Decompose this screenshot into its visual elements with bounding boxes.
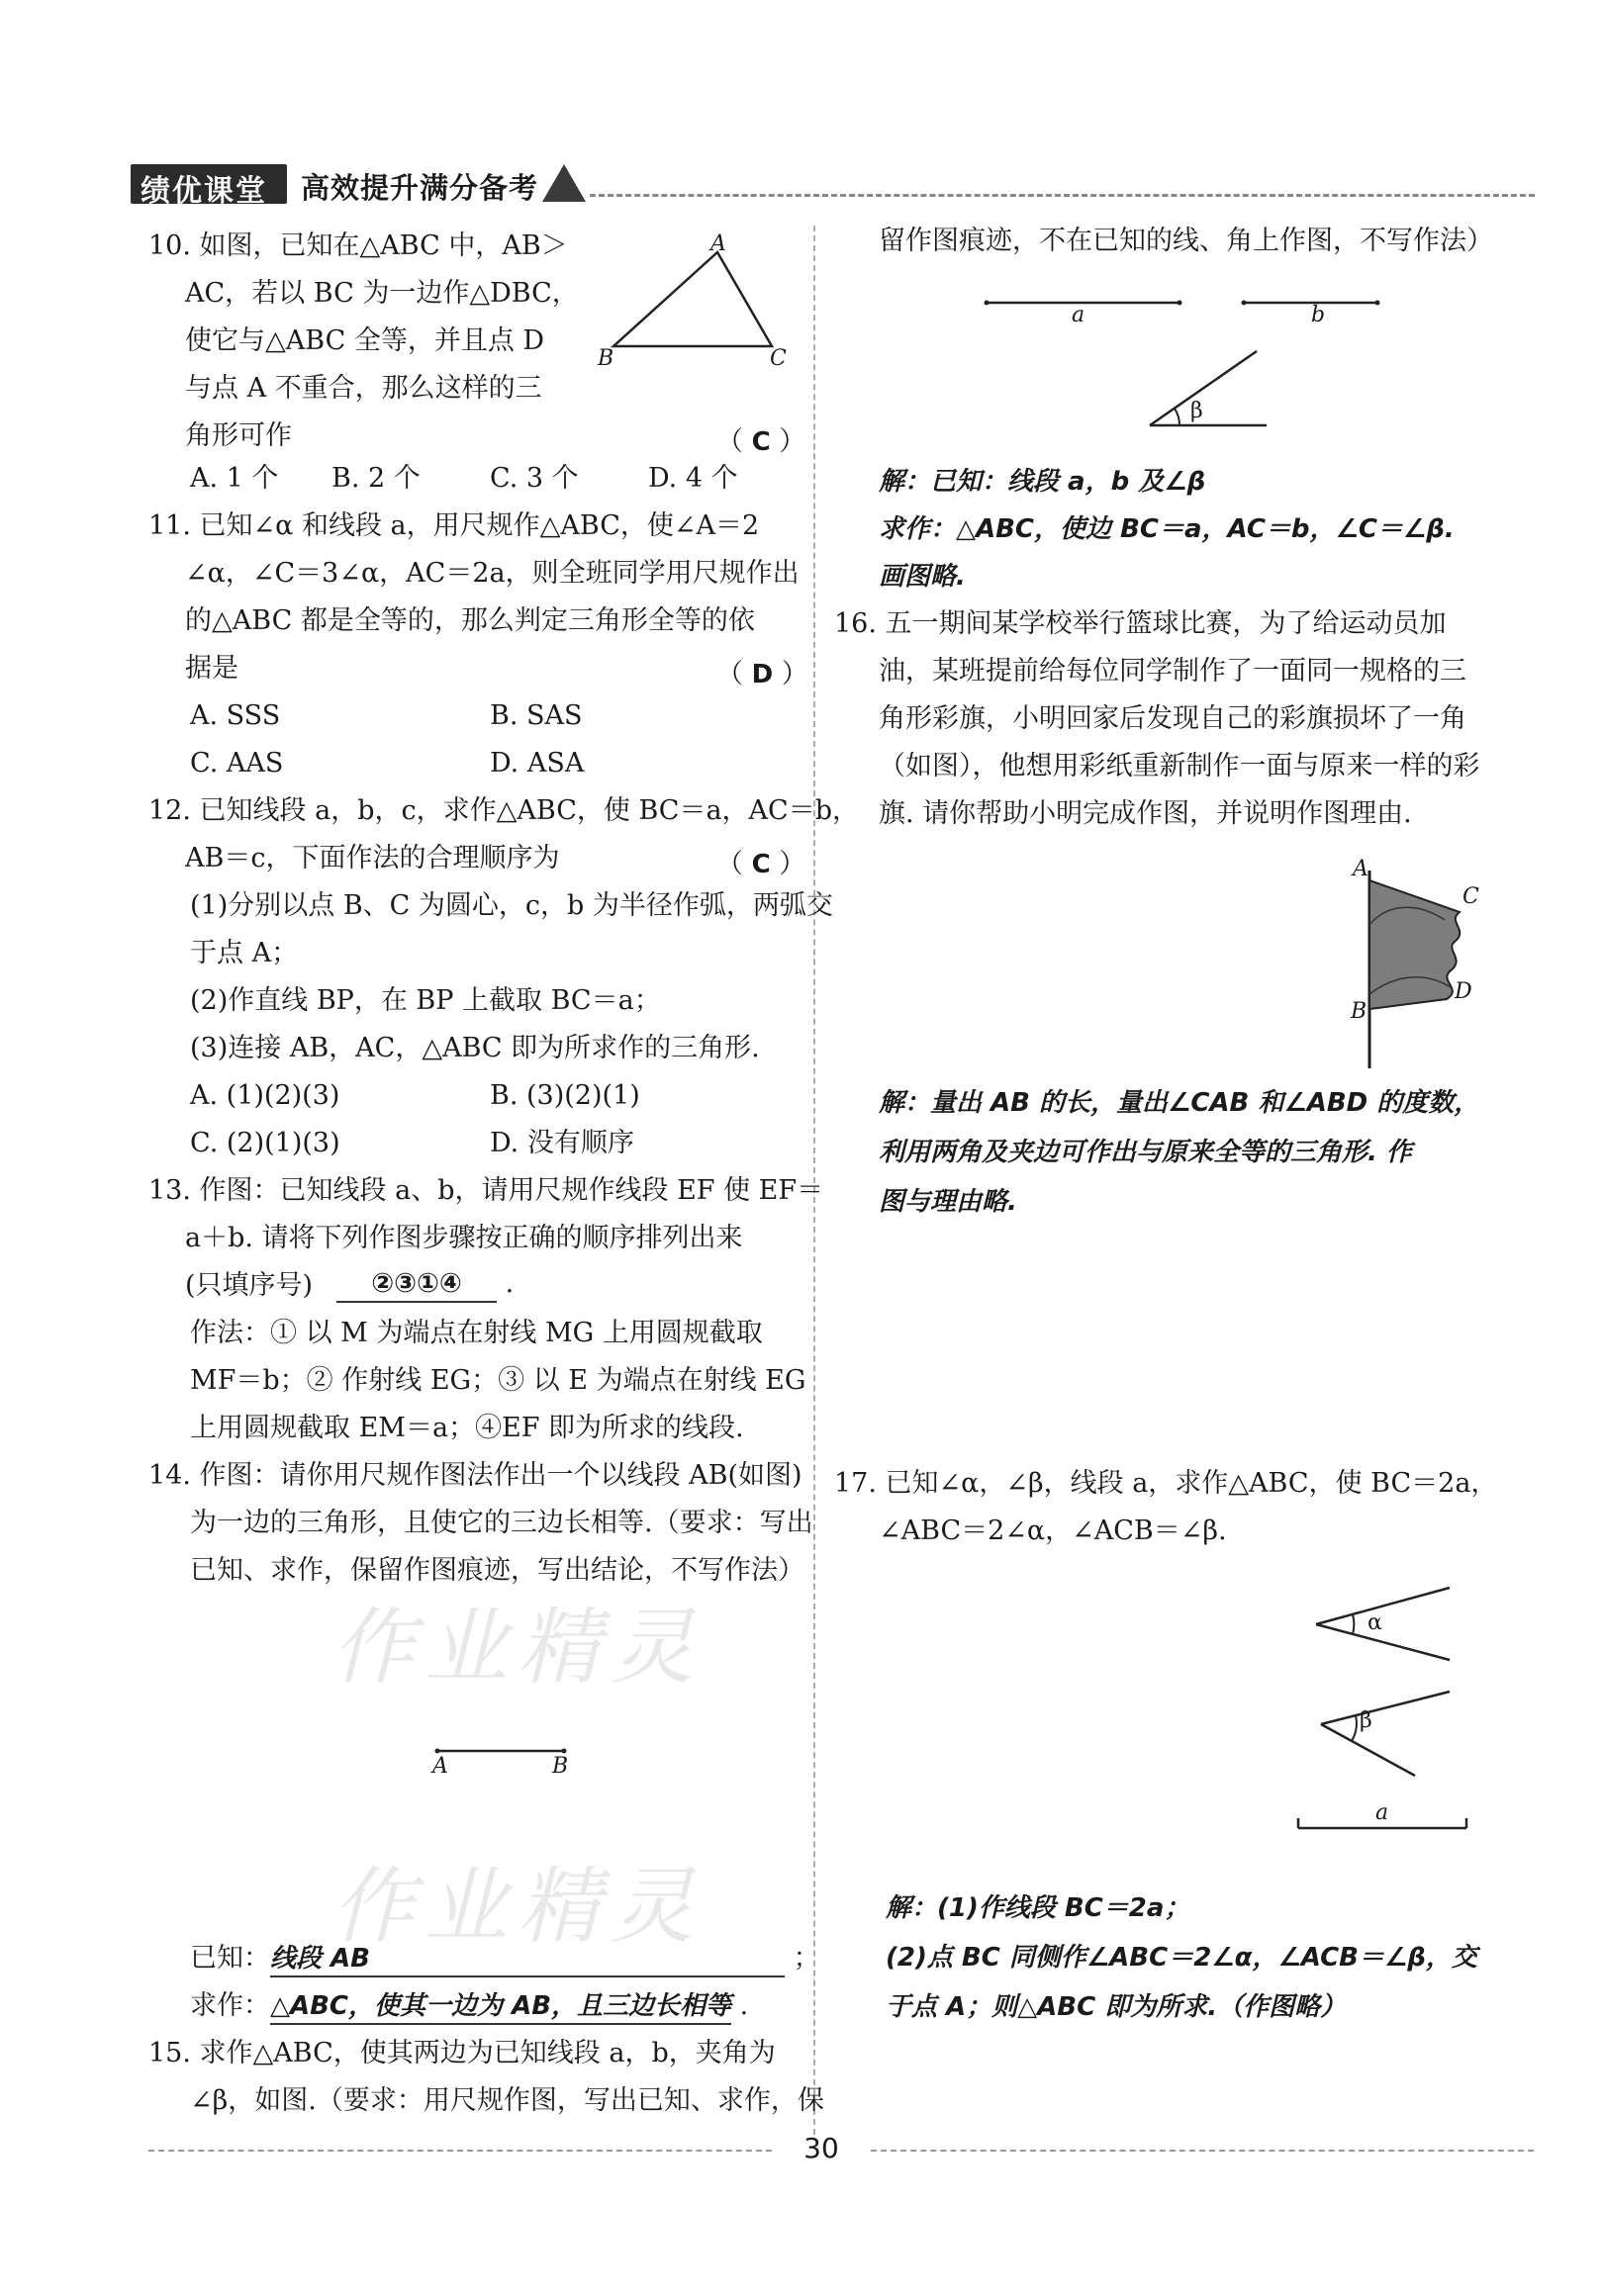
q13-line: (只填序号) [185,1270,314,1301]
q11-line: 据是 [185,653,238,684]
q11-line: 11. 已知∠α 和线段 a，用尺规作△ABC，使∠A＝2 [148,510,760,541]
q16-line: 16. 五一期间某学校举行篮球比赛，为了给运动员加 [834,608,1447,639]
q17-solution-line: 解：(1)作线段 BC＝2a； [886,1893,1190,1923]
q16-line: 旗. 请你帮助小明完成作图，并说明作图理由. [879,798,1412,829]
header-triangle-icon [542,164,586,202]
q10-answer: （ C ） [716,426,806,457]
q14-label-a: A [432,1754,448,1779]
q17-angle-beta-figure [1316,1687,1455,1781]
q12-answer: （ C ） [716,849,806,879]
q14-known: 已知：线段 AB ； [190,1942,820,1977]
q14-label-b: B [552,1754,569,1779]
q10-line: 与点 A 不重合，那么这样的三 [185,373,542,404]
q12-option-b: B. (3)(2)(1) [490,1080,640,1111]
q17-line: ∠ABC＝2∠α，∠ACB＝∠β. [879,1515,1227,1546]
q16-solution-line: 解：量出 AB 的长，量出∠CAB 和∠ABD 的度数， [879,1088,1480,1118]
q15-angle-beta-figure [1148,346,1276,430]
q15-solution-line: 解：已知：线段 a，b 及∠β [879,467,1206,497]
q16-label-b: B [1351,999,1367,1024]
q12-line: (3)连接 AB，AC，△ABC 即为所求作的三角形. [190,1033,760,1063]
q10-option-c: C. 3 个 [490,463,579,494]
q12-line: (2)作直线 BP，在 BP 上截取 BC＝a； [190,985,661,1016]
q11-option-d: D. ASA [490,748,585,779]
q14-line: 已知、求作，保留作图痕迹，写出结论，不写作法） [190,1555,804,1586]
header-brand: 绩优课堂 [141,174,267,209]
q13-step: 作法：① 以 M 为端点在射线 MG 上用圆规截取 [190,1318,763,1348]
q16-label-d: D [1455,979,1472,1004]
q16-label-a: A [1353,857,1368,881]
q14-find: 求作：△ABC，使其一边为 AB，且三边长相等 . [190,1989,748,2025]
q15-label-beta: β [1190,399,1203,423]
q17-label-beta: β [1360,1708,1372,1733]
q16-solution-line: 图与理由略. [879,1187,1017,1217]
watermark: 作业精灵 [331,1858,705,1955]
q10-triangle-figure [594,237,792,356]
q12-option-a: A. (1)(2)(3) [190,1080,340,1111]
q15-solution-line: 求作：△ABC，使边 BC＝a，AC＝b，∠C＝∠β. [879,514,1455,544]
q12-line: (1)分别以点 B、C 为圆心，c，b 为半径作弧，两弧交 [190,890,833,921]
header-slogan: 高效提升满分备考 [301,171,539,205]
page-number: 30 [803,2132,839,2164]
q16-line: （如图），他想用彩纸重新制作一面与原来一样的彩 [879,751,1480,781]
q12-line: 12. 已知线段 a，b，c，求作△ABC，使 BC＝a，AC＝b， [148,795,859,826]
q10-option-a: A. 1 个 [190,463,279,494]
q11-line: ∠α，∠C＝3∠α，AC＝2a，则全班同学用尺规作出 [185,558,800,589]
q13-line: 13. 作图：已知线段 a、b，请用尺规作线段 EF 使 EF＝ [148,1175,824,1206]
q11-option-a: A. SSS [190,700,281,731]
q16-solution-line: 利用两角及夹边可作出与原来全等的三角形. 作 [879,1138,1412,1167]
q15-line: 15. 求作△ABC，使其两边为已知线段 a，b，夹角为 [148,2038,776,2068]
q10-line: 10. 如图，已知在△ABC 中，AB＞ [148,230,568,261]
q11-option-b: B. SAS [490,700,583,731]
q11-option-c: C. AAS [190,748,284,779]
q15-label-b: b [1311,303,1326,327]
q16-line: 角形彩旗，小明回家后发现自己的彩旗损坏了一角 [879,703,1466,734]
q15-line: 留作图痕迹，不在已知的线、角上作图，不写作法） [879,226,1493,256]
q11-answer: （ D ） [716,659,808,689]
q12-line: 于点 A； [190,938,299,968]
watermark: 作业精灵 [331,1599,705,1696]
q17-solution-line: 于点 A；则△ABC 即为所求.（作图略） [886,1992,1347,2022]
q14-line: 为一边的三角形，且使它的三边长相等.（要求：写出 [190,1508,813,1538]
q10-line: 使它与△ABC 全等，并且点 D [185,325,545,356]
q10-label-c: C [770,346,787,371]
q15-solution-line: 画图略. [879,562,966,592]
q17-label-a: a [1375,1800,1389,1825]
q12-line: AB＝c，下面作法的合理顺序为 [185,843,560,873]
q10-line: 角形可作 [185,420,292,451]
q16-line: 油，某班提前给每位同学制作了一面同一规格的三 [879,656,1466,687]
q10-line: AC，若以 BC 为一边作△DBC， [185,278,579,309]
q10-label-a: A [710,231,726,256]
q13-step: 上用圆规截取 EM＝a；④EF 即为所求的线段. [190,1413,744,1443]
q13-line: a＋b. 请将下列作图步骤按正确的顺序排列出来 [185,1223,743,1253]
q17-solution-line: (2)点 BC 同侧作∠ABC＝2∠α，∠ACB＝∠β，交 [886,1943,1477,1973]
q12-option-d: D. 没有顺序 [490,1128,634,1158]
footer-divider [148,2150,772,2152]
footer-divider [871,2150,1534,2152]
q10-option-b: B. 2 个 [331,463,421,494]
q12-option-c: C. (2)(1)(3) [190,1128,340,1158]
header-divider [590,194,1535,197]
q16-label-c: C [1462,884,1479,909]
q15-label-a: a [1072,303,1085,327]
q15-line: ∠β，如图.（要求：用尺规作图，写出已知、求作，保 [190,2085,824,2116]
q17-angle-alpha-figure [1311,1583,1460,1662]
q17-label-alpha: α [1367,1610,1382,1635]
q13-step: MF＝b；② 作射线 EG；③ 以 E 为端点在射线 EG [190,1365,806,1396]
q10-option-d: D. 4 个 [648,463,738,494]
q14-line: 14. 作图：请你用尺规作图法作出一个以线段 AB(如图) [148,1460,802,1491]
q11-line: 的△ABC 都是全等的，那么判定三角形全等的依 [185,605,755,636]
q13-answer: ②③①④ . [336,1267,514,1303]
q17-line: 17. 已知∠α，∠β，线段 a，求作△ABC，使 BC＝2a， [834,1468,1498,1499]
q14-segment-figure [433,1741,572,1761]
q10-label-b: B [598,346,614,371]
